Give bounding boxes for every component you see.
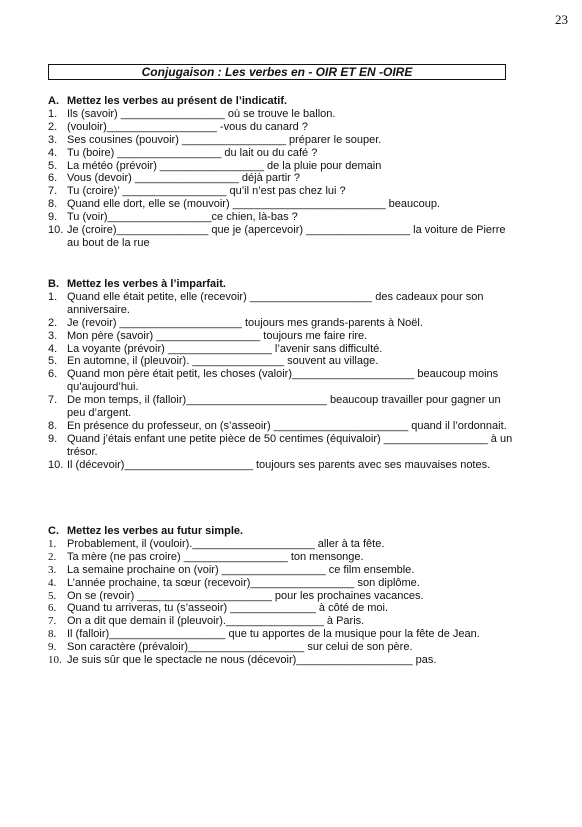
item-text: Il (décevoir)_____________________ toujours ses parents avec ses mauvaises notes. [67, 458, 491, 471]
item-number: 1. [48, 290, 58, 303]
item-number: 7. [48, 394, 58, 407]
section-letter: A. [48, 95, 59, 107]
item-number: 6. [48, 172, 58, 185]
item-number: 5. [48, 589, 57, 602]
item-number: 1. [48, 537, 57, 550]
item-number: 7. [48, 185, 58, 198]
item-text: Mon père (savoir) _________________ toujours me faire rire. [67, 329, 368, 342]
section-heading-text: Mettez les verbes au présent de l’indicatif. [67, 95, 288, 107]
exercise-item [48, 538, 518, 551]
item-text: Il (falloir)___________________ que tu apportes de la musique pour la fête de Jean. [67, 628, 480, 641]
section-heading [48, 278, 518, 291]
section-heading [48, 95, 518, 108]
section-heading-text: Mettez les verbes au futur simple. [67, 525, 244, 537]
item-text: Son caractère (prévaloir)___________________ sur celui de son père. [67, 641, 413, 654]
exercise-item [48, 355, 518, 368]
exercise-item [48, 641, 518, 654]
item-text: Ils (savoir) _________________ où se trouve le ballon. [67, 107, 336, 120]
item-number: 8. [48, 628, 57, 641]
item-number: 10. [48, 654, 62, 667]
exercise-item [48, 420, 518, 433]
item-text: Ses cousines (pouvoir) _________________ préparer le souper. [67, 133, 382, 146]
item-text: Je (croire)_______________ que je (apercevoir) _________________ la voiture de Pierre au bout de la rue [67, 224, 506, 249]
item-text: Quand elle dort, elle se (mouvoir) _________________________ beaucoup. [67, 198, 441, 211]
exercise-item [48, 291, 518, 317]
item-number: 4. [48, 576, 57, 589]
exercise-item [48, 147, 518, 160]
section-c [48, 525, 518, 667]
exercise-item [48, 121, 518, 134]
item-text: Je suis sûr que le spectacle ne nous (décevoir)___________________ pas. [67, 654, 437, 667]
item-number: 10. [48, 224, 64, 237]
item-text: La semaine prochaine on (voir) _________________ ce film ensemble. [67, 563, 415, 576]
exercise-item [48, 551, 518, 564]
section-a [48, 95, 518, 250]
item-text: On se (revoir) ______________________ pour les prochaines vacances. [67, 589, 424, 602]
item-number: 9. [48, 211, 58, 224]
item-number: 1. [48, 107, 58, 120]
item-number: 9. [48, 641, 57, 654]
section-heading-text: Mettez les verbes à l’imparfait. [67, 278, 226, 290]
item-number: 3. [48, 133, 58, 146]
exercise-item [48, 160, 518, 173]
exercise-item [48, 459, 518, 472]
exercise-item [48, 198, 518, 211]
item-text: En automne, il (pleuvoir). _______________ souvent au village. [67, 355, 379, 368]
item-number: 2. [48, 550, 57, 563]
item-text: Tu (voir)_________________ce chien, là-bas ? [67, 211, 298, 224]
item-text: Quand elle était petite, elle (recevoir) ____________________ des cadeaux pour son anniversaire. [67, 290, 484, 316]
exercise-item [48, 185, 518, 198]
exercise-item [48, 615, 518, 628]
item-text: La voyante (prévoir) _________________ l’avenir sans difficulté. [67, 342, 383, 355]
exercise-item [48, 602, 518, 615]
exercise-item [48, 654, 518, 667]
exercise-item [48, 433, 518, 459]
exercise-item [48, 211, 518, 224]
exercise-item [48, 577, 518, 590]
item-text: (vouloir)__________________ -vous du canard ? [67, 120, 308, 133]
exercise-item [48, 330, 518, 343]
item-text: La météo (prévoir) _________________ de la pluie pour demain [67, 159, 382, 172]
item-text: Quand j’étais enfant une petite pièce de 50 centimes (équivaloir) _________________ à un trésor. [67, 432, 513, 458]
exercise-item [48, 108, 518, 121]
item-text: De mon temps, il (falloir)_______________________ beaucoup travailler pour gagner un peu d’argent. [67, 394, 501, 420]
item-number: 9. [48, 432, 58, 445]
item-number: 3. [48, 563, 57, 576]
exercise-item [48, 368, 518, 394]
item-number: 6. [48, 602, 57, 615]
section-letter: C. [48, 525, 59, 537]
page-title: Conjugaison : Les verbes en - OIR ET EN -OIRE [48, 64, 506, 80]
item-number: 5. [48, 355, 58, 368]
exercise-item [48, 172, 518, 185]
item-text: Vous (devoir) _________________ déjà partir ? [67, 172, 301, 185]
item-number: 3. [48, 329, 58, 342]
section-b [48, 278, 518, 472]
item-number: 5. [48, 159, 58, 172]
exercise-item [48, 134, 518, 147]
exercise-item [48, 590, 518, 603]
exercise-item [48, 394, 518, 420]
item-text: Quand mon père était petit, les choses (valoir)____________________ beaucoup moins qu’aujourd’hui. [67, 368, 499, 394]
item-number: 8. [48, 198, 58, 211]
item-text: On a dit que demain il (pleuvoir).________________ à Paris. [67, 615, 365, 628]
item-text: L’année prochaine, ta sœur (recevoir)_________________ son diplôme. [67, 576, 420, 589]
item-text: Tu (croire)’ _________________ qu’il n’est pas chez lui ? [67, 185, 346, 198]
exercise-item [48, 224, 518, 250]
item-number: 4. [48, 342, 58, 355]
section-letter: B. [48, 278, 59, 290]
item-text: Quand tu arriveras, tu (s’asseoir) ______________ à côté de moi. [67, 602, 389, 615]
exercise-item [48, 317, 518, 330]
exercise-item [48, 564, 518, 577]
item-number: 4. [48, 146, 58, 159]
exercise-item [48, 628, 518, 641]
item-number: 7. [48, 615, 57, 628]
item-number: 6. [48, 368, 58, 381]
item-text: Je (revoir) ____________________ toujours mes grands-parents à Noël. [67, 316, 423, 329]
item-text: En présence du professeur, on (s’asseoir) ______________________ quand il l’ordonnait. [67, 419, 507, 432]
item-number: 10. [48, 458, 64, 471]
exercise-item [48, 343, 518, 356]
item-number: 2. [48, 316, 58, 329]
item-text: Probablement, il (vouloir).____________________ aller à ta fête. [67, 537, 385, 550]
item-text: Tu (boire) _________________ du lait ou du café ? [67, 146, 318, 159]
page-number: 23 [555, 12, 568, 27]
item-text: Ta mère (ne pas croire) _________________ ton mensonge. [67, 550, 364, 563]
item-number: 8. [48, 419, 58, 432]
item-number: 2. [48, 120, 58, 133]
section-heading [48, 525, 518, 538]
